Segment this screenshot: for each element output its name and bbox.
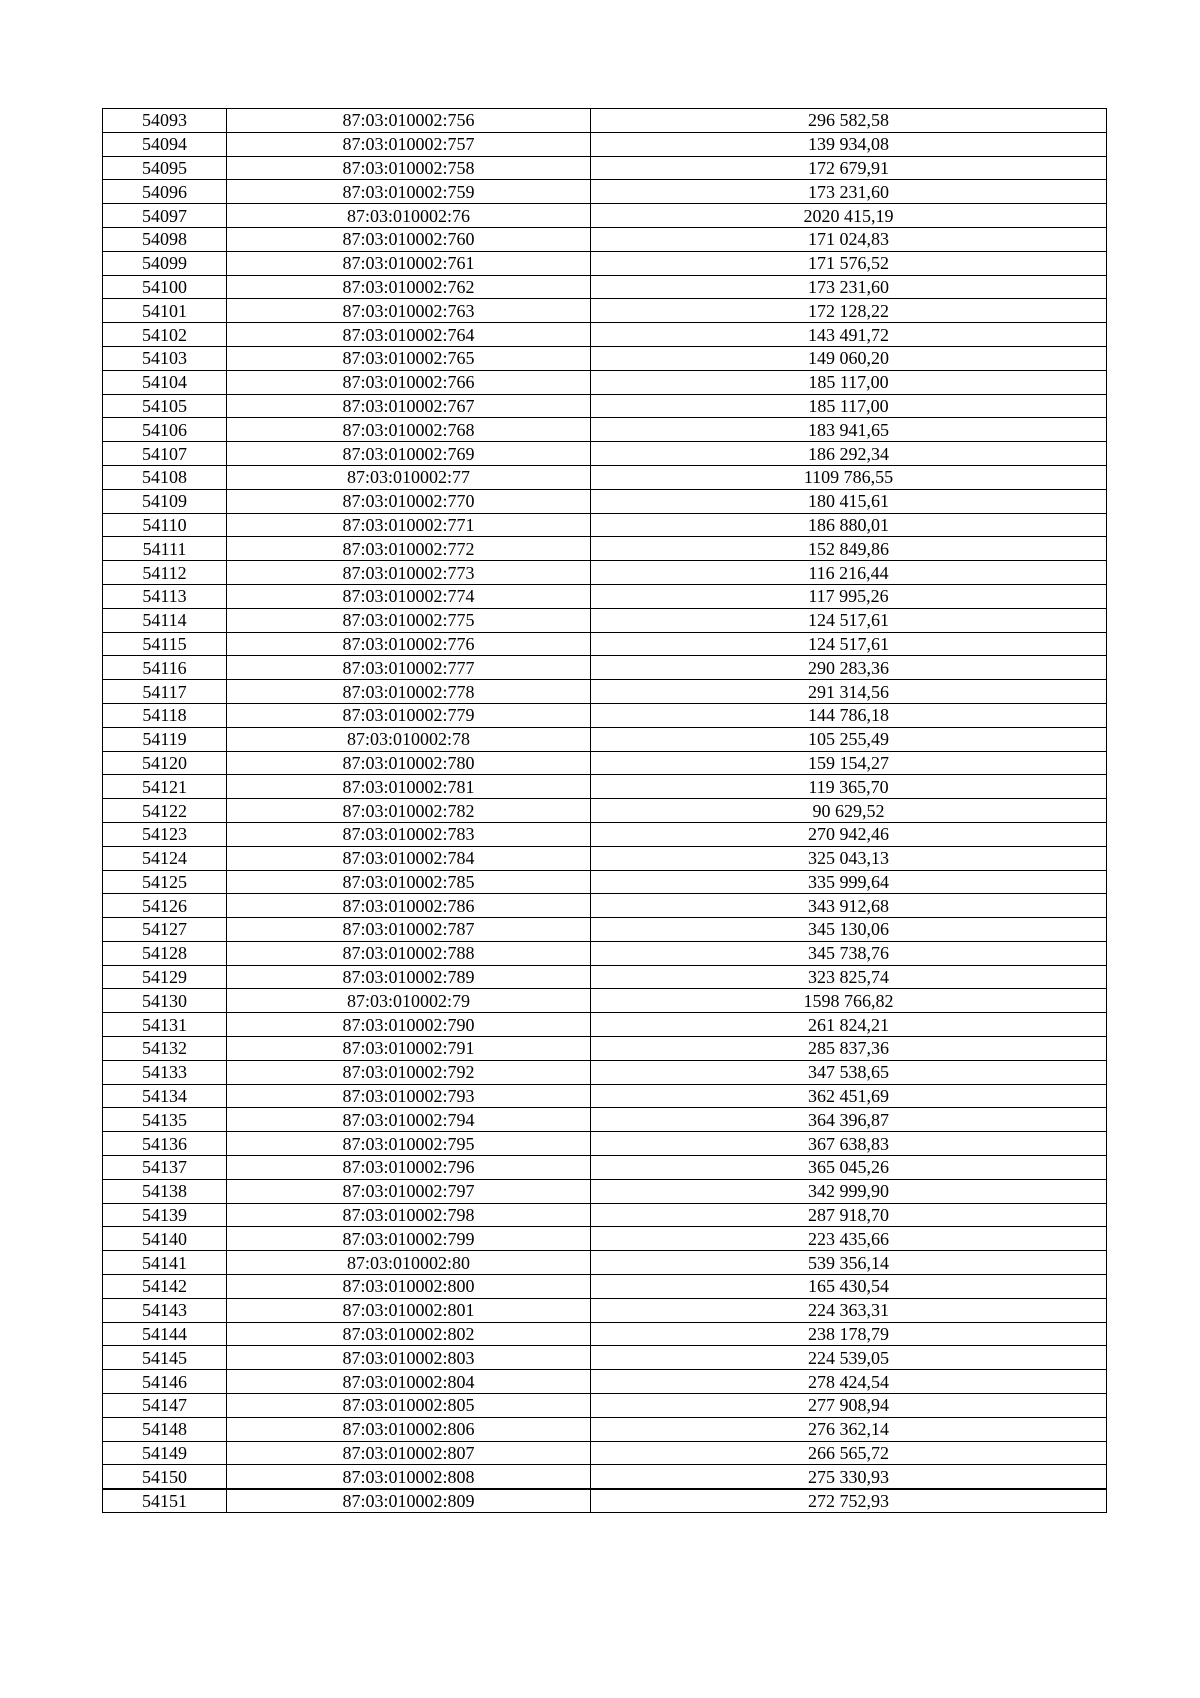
cadastral-number-cell: 87:03:010002:797: [227, 1179, 591, 1203]
cadastral-value-cell: 323 825,74: [591, 965, 1107, 989]
cadastral-value-cell: 345 130,06: [591, 918, 1107, 942]
table-row: [103, 299, 1107, 323]
row-number-cell: 54138: [103, 1179, 227, 1203]
table-row: [103, 918, 1107, 942]
row-number-cell: 54121: [103, 775, 227, 799]
table-row: [103, 442, 1107, 466]
row-number-cell: 54105: [103, 394, 227, 418]
row-number-cell: 54120: [103, 751, 227, 775]
row-number-cell: 54132: [103, 1037, 227, 1061]
cadastral-number-cell: 87:03:010002:808: [227, 1465, 591, 1489]
row-number-cell: 54126: [103, 894, 227, 918]
row-number-cell: 54134: [103, 1084, 227, 1108]
row-number-cell: 54098: [103, 227, 227, 251]
table-row: [103, 1108, 1107, 1132]
row-number-cell: 54130: [103, 989, 227, 1013]
cadastral-number-cell: 87:03:010002:781: [227, 775, 591, 799]
cadastral-value-cell: 183 941,65: [591, 418, 1107, 442]
cadastral-value-cell: 367 638,83: [591, 1132, 1107, 1156]
row-number-cell: 54111: [103, 537, 227, 561]
row-number-cell: 54141: [103, 1251, 227, 1275]
table-row: [103, 608, 1107, 632]
cadastral-value-cell: 117 995,26: [591, 584, 1107, 608]
cadastral-value-cell: 290 283,36: [591, 656, 1107, 680]
cadastral-number-cell: 87:03:010002:771: [227, 513, 591, 537]
cadastral-number-cell: 87:03:010002:757: [227, 132, 591, 156]
table-row: [103, 370, 1107, 394]
cadastral-value-cell: 186 880,01: [591, 513, 1107, 537]
cadastral-number-cell: 87:03:010002:777: [227, 656, 591, 680]
table-row: [103, 275, 1107, 299]
cadastral-value-cell: 105 255,49: [591, 727, 1107, 751]
cadastral-value-cell: 364 396,87: [591, 1108, 1107, 1132]
table-row: [103, 489, 1107, 513]
cadastral-number-cell: 87:03:010002:803: [227, 1346, 591, 1370]
cadastral-number-cell: 87:03:010002:795: [227, 1132, 591, 1156]
table-row: [103, 1251, 1107, 1275]
cadastral-number-cell: 87:03:010002:758: [227, 156, 591, 180]
cadastral-value-cell: 275 330,93: [591, 1465, 1107, 1489]
row-number-cell: 54117: [103, 680, 227, 704]
cadastral-value-cell: 2020 415,19: [591, 204, 1107, 228]
row-number-cell: 54102: [103, 323, 227, 347]
cadastral-value-cell: 335 999,64: [591, 870, 1107, 894]
cadastral-number-cell: 87:03:010002:766: [227, 370, 591, 394]
table-row: [103, 846, 1107, 870]
table-row: [103, 1298, 1107, 1322]
table-row: [103, 584, 1107, 608]
cadastral-number-cell: 87:03:010002:791: [227, 1037, 591, 1061]
table-row: [103, 323, 1107, 347]
cadastral-value-cell: 173 231,60: [591, 180, 1107, 204]
cadastral-value-cell: 224 539,05: [591, 1346, 1107, 1370]
table-row: [103, 775, 1107, 799]
row-number-cell: 54101: [103, 299, 227, 323]
cadastral-value-cell: 287 918,70: [591, 1203, 1107, 1227]
table-row: [103, 1203, 1107, 1227]
cadastral-number-cell: 87:03:010002:759: [227, 180, 591, 204]
cadastral-number-cell: 87:03:010002:800: [227, 1275, 591, 1299]
cadastral-value-cell: 172 128,22: [591, 299, 1107, 323]
cadastral-number-cell: 87:03:010002:760: [227, 227, 591, 251]
cadastral-value-cell: 325 043,13: [591, 846, 1107, 870]
row-number-cell: 54114: [103, 608, 227, 632]
row-number-cell: 54150: [103, 1465, 227, 1489]
cadastral-number-cell: 87:03:010002:805: [227, 1394, 591, 1418]
cadastral-value-cell: 116 216,44: [591, 561, 1107, 585]
cadastral-number-cell: 87:03:010002:807: [227, 1441, 591, 1465]
row-number-cell: 54129: [103, 965, 227, 989]
cadastral-value-cell: 224 363,31: [591, 1298, 1107, 1322]
table-row: [103, 1465, 1107, 1489]
row-number-cell: 54145: [103, 1346, 227, 1370]
table-row: [103, 132, 1107, 156]
cadastral-number-cell: 87:03:010002:769: [227, 442, 591, 466]
cadastral-number-cell: 87:03:010002:792: [227, 1060, 591, 1084]
row-number-cell: 54124: [103, 846, 227, 870]
cadastral-number-cell: 87:03:010002:76: [227, 204, 591, 228]
table-row: [103, 1275, 1107, 1299]
cadastral-value-cell: 278 424,54: [591, 1370, 1107, 1394]
table-row: [103, 822, 1107, 846]
cadastral-value-cell: 139 934,08: [591, 132, 1107, 156]
cadastral-value-cell: 1598 766,82: [591, 989, 1107, 1013]
table-row: [103, 561, 1107, 585]
cadastral-number-cell: 87:03:010002:793: [227, 1084, 591, 1108]
cadastral-value-cell: 266 565,72: [591, 1441, 1107, 1465]
table-row: [103, 870, 1107, 894]
cadastral-value-cell: 291 314,56: [591, 680, 1107, 704]
cadastral-value-cell: 272 752,93: [591, 1489, 1107, 1513]
cadastral-value-cell: 539 356,14: [591, 1251, 1107, 1275]
row-number-cell: 54118: [103, 703, 227, 727]
table-row: [103, 799, 1107, 823]
cadastral-number-cell: 87:03:010002:782: [227, 799, 591, 823]
table-row: [103, 1156, 1107, 1180]
row-number-cell: 54147: [103, 1394, 227, 1418]
table-row: [103, 1394, 1107, 1418]
cadastral-number-cell: 87:03:010002:794: [227, 1108, 591, 1132]
cadastral-number-cell: 87:03:010002:806: [227, 1417, 591, 1441]
cadastral-value-cell: 345 738,76: [591, 941, 1107, 965]
table-row: [103, 1227, 1107, 1251]
row-number-cell: 54107: [103, 442, 227, 466]
cadastral-value-cell: 223 435,66: [591, 1227, 1107, 1251]
cadastral-number-cell: 87:03:010002:773: [227, 561, 591, 585]
row-number-cell: 54119: [103, 727, 227, 751]
cadastral-value-cell: 171 576,52: [591, 251, 1107, 275]
row-number-cell: 54108: [103, 465, 227, 489]
table-row: [103, 1179, 1107, 1203]
table-row: [103, 1060, 1107, 1084]
row-number-cell: 54148: [103, 1417, 227, 1441]
cadastral-value-cell: 277 908,94: [591, 1394, 1107, 1418]
table-row: [103, 465, 1107, 489]
table-row: [103, 180, 1107, 204]
table-row: [103, 1132, 1107, 1156]
cadastral-number-cell: 87:03:010002:796: [227, 1156, 591, 1180]
cadastral-number-cell: 87:03:010002:776: [227, 632, 591, 656]
row-number-cell: 54140: [103, 1227, 227, 1251]
row-number-cell: 54104: [103, 370, 227, 394]
cadastral-value-cell: 124 517,61: [591, 608, 1107, 632]
row-number-cell: 54115: [103, 632, 227, 656]
cadastral-value-cell: 270 942,46: [591, 822, 1107, 846]
cadastral-number-cell: 87:03:010002:767: [227, 394, 591, 418]
table-row: [103, 227, 1107, 251]
table-row: [103, 418, 1107, 442]
row-number-cell: 54099: [103, 251, 227, 275]
cadastral-value-cell: 1109 786,55: [591, 465, 1107, 489]
cadastral-number-cell: 87:03:010002:786: [227, 894, 591, 918]
cadastral-number-cell: 87:03:010002:779: [227, 703, 591, 727]
cadastral-value-cell: 342 999,90: [591, 1179, 1107, 1203]
cadastral-value-cell: 173 231,60: [591, 275, 1107, 299]
cadastral-number-cell: 87:03:010002:802: [227, 1322, 591, 1346]
row-number-cell: 54151: [103, 1489, 227, 1513]
cadastral-number-cell: 87:03:010002:799: [227, 1227, 591, 1251]
row-number-cell: 54112: [103, 561, 227, 585]
table-row: [103, 513, 1107, 537]
cadastral-value-cell: 185 117,00: [591, 394, 1107, 418]
row-number-cell: 54128: [103, 941, 227, 965]
table-row: [103, 941, 1107, 965]
row-number-cell: 54143: [103, 1298, 227, 1322]
table-row: [103, 656, 1107, 680]
cadastral-number-cell: 87:03:010002:788: [227, 941, 591, 965]
table-row: [103, 727, 1107, 751]
cadastral-number-cell: 87:03:010002:798: [227, 1203, 591, 1227]
table-row: [103, 251, 1107, 275]
row-number-cell: 54095: [103, 156, 227, 180]
cadastral-value-cell: 276 362,14: [591, 1417, 1107, 1441]
cadastral-value-cell: 144 786,18: [591, 703, 1107, 727]
cadastral-number-cell: 87:03:010002:763: [227, 299, 591, 323]
cadastral-number-cell: 87:03:010002:784: [227, 846, 591, 870]
cadastral-value-cell: 185 117,00: [591, 370, 1107, 394]
row-number-cell: 54137: [103, 1156, 227, 1180]
row-number-cell: 54100: [103, 275, 227, 299]
row-number-cell: 54110: [103, 513, 227, 537]
cadastral-number-cell: 87:03:010002:770: [227, 489, 591, 513]
table-row: [103, 1489, 1107, 1513]
table-row: [103, 1346, 1107, 1370]
table-row: [103, 632, 1107, 656]
cadastral-value-cell: 362 451,69: [591, 1084, 1107, 1108]
row-number-cell: 54094: [103, 132, 227, 156]
table-row: [103, 394, 1107, 418]
cadastral-number-cell: 87:03:010002:772: [227, 537, 591, 561]
cadastral-number-cell: 87:03:010002:778: [227, 680, 591, 704]
cadastral-number-cell: 87:03:010002:764: [227, 323, 591, 347]
table-body: [103, 109, 1107, 1513]
row-number-cell: 54131: [103, 1013, 227, 1037]
table-row: [103, 680, 1107, 704]
row-number-cell: 54103: [103, 346, 227, 370]
cadastral-value-cell: 343 912,68: [591, 894, 1107, 918]
table-row: [103, 1441, 1107, 1465]
cadastral-value-cell: 296 582,58: [591, 109, 1107, 133]
row-number-cell: 54142: [103, 1275, 227, 1299]
table-row: [103, 989, 1107, 1013]
row-number-cell: 54093: [103, 109, 227, 133]
row-number-cell: 54127: [103, 918, 227, 942]
row-number-cell: 54116: [103, 656, 227, 680]
table-row: [103, 1322, 1107, 1346]
row-number-cell: 54139: [103, 1203, 227, 1227]
row-number-cell: 54096: [103, 180, 227, 204]
table-row: [103, 1417, 1107, 1441]
row-number-cell: 54146: [103, 1370, 227, 1394]
cadastral-value-cell: 165 430,54: [591, 1275, 1107, 1299]
cadastral-value-cell: 285 837,36: [591, 1037, 1107, 1061]
row-number-cell: 54136: [103, 1132, 227, 1156]
cadastral-number-cell: 87:03:010002:801: [227, 1298, 591, 1322]
row-number-cell: 54133: [103, 1060, 227, 1084]
cadastral-value-cell: 124 517,61: [591, 632, 1107, 656]
table-row: [103, 1370, 1107, 1394]
row-number-cell: 54122: [103, 799, 227, 823]
cadastral-value-cell: 365 045,26: [591, 1156, 1107, 1180]
cadastral-value-cell: 261 824,21: [591, 1013, 1107, 1037]
cadastral-value-cell: 152 849,86: [591, 537, 1107, 561]
cadastral-value-cell: 159 154,27: [591, 751, 1107, 775]
cadastral-number-cell: 87:03:010002:785: [227, 870, 591, 894]
cadastral-value-cell: 149 060,20: [591, 346, 1107, 370]
table-row: [103, 894, 1107, 918]
cadastral-number-cell: 87:03:010002:809: [227, 1489, 591, 1513]
row-number-cell: 54123: [103, 822, 227, 846]
cadastral-value-cell: 186 292,34: [591, 442, 1107, 466]
row-number-cell: 54106: [103, 418, 227, 442]
cadastral-value-cell: 171 024,83: [591, 227, 1107, 251]
table-row: [103, 751, 1107, 775]
cadastral-number-cell: 87:03:010002:804: [227, 1370, 591, 1394]
table-row: [103, 109, 1107, 133]
cadastral-number-cell: 87:03:010002:783: [227, 822, 591, 846]
cadastral-number-cell: 87:03:010002:789: [227, 965, 591, 989]
table-row: [103, 346, 1107, 370]
cadastral-number-cell: 87:03:010002:762: [227, 275, 591, 299]
cadastral-value-cell: 180 415,61: [591, 489, 1107, 513]
row-number-cell: 54125: [103, 870, 227, 894]
table-row: [103, 204, 1107, 228]
cadastral-value-cell: 90 629,52: [591, 799, 1107, 823]
cadastral-number-cell: 87:03:010002:774: [227, 584, 591, 608]
cadastral-number-cell: 87:03:010002:787: [227, 918, 591, 942]
cadastral-value-table: [102, 108, 1107, 1513]
cadastral-number-cell: 87:03:010002:768: [227, 418, 591, 442]
table-row: [103, 537, 1107, 561]
cadastral-number-cell: 87:03:010002:79: [227, 989, 591, 1013]
table-row: [103, 1013, 1107, 1037]
row-number-cell: 54149: [103, 1441, 227, 1465]
cadastral-number-cell: 87:03:010002:780: [227, 751, 591, 775]
cadastral-value-cell: 238 178,79: [591, 1322, 1107, 1346]
row-number-cell: 54097: [103, 204, 227, 228]
cadastral-number-cell: 87:03:010002:761: [227, 251, 591, 275]
cadastral-value-cell: 347 538,65: [591, 1060, 1107, 1084]
cadastral-value-cell: 143 491,72: [591, 323, 1107, 347]
row-number-cell: 54135: [103, 1108, 227, 1132]
row-number-cell: 54144: [103, 1322, 227, 1346]
cadastral-number-cell: 87:03:010002:765: [227, 346, 591, 370]
table-row: [103, 1037, 1107, 1061]
row-number-cell: 54113: [103, 584, 227, 608]
cadastral-number-cell: 87:03:010002:78: [227, 727, 591, 751]
row-number-cell: 54109: [103, 489, 227, 513]
cadastral-number-cell: 87:03:010002:756: [227, 109, 591, 133]
table-row: [103, 156, 1107, 180]
table-row: [103, 703, 1107, 727]
cadastral-number-cell: 87:03:010002:77: [227, 465, 591, 489]
cadastral-number-cell: 87:03:010002:790: [227, 1013, 591, 1037]
cadastral-value-cell: 119 365,70: [591, 775, 1107, 799]
cadastral-value-cell: 172 679,91: [591, 156, 1107, 180]
cadastral-number-cell: 87:03:010002:80: [227, 1251, 591, 1275]
table-row: [103, 1084, 1107, 1108]
table-row: [103, 965, 1107, 989]
cadastral-number-cell: 87:03:010002:775: [227, 608, 591, 632]
